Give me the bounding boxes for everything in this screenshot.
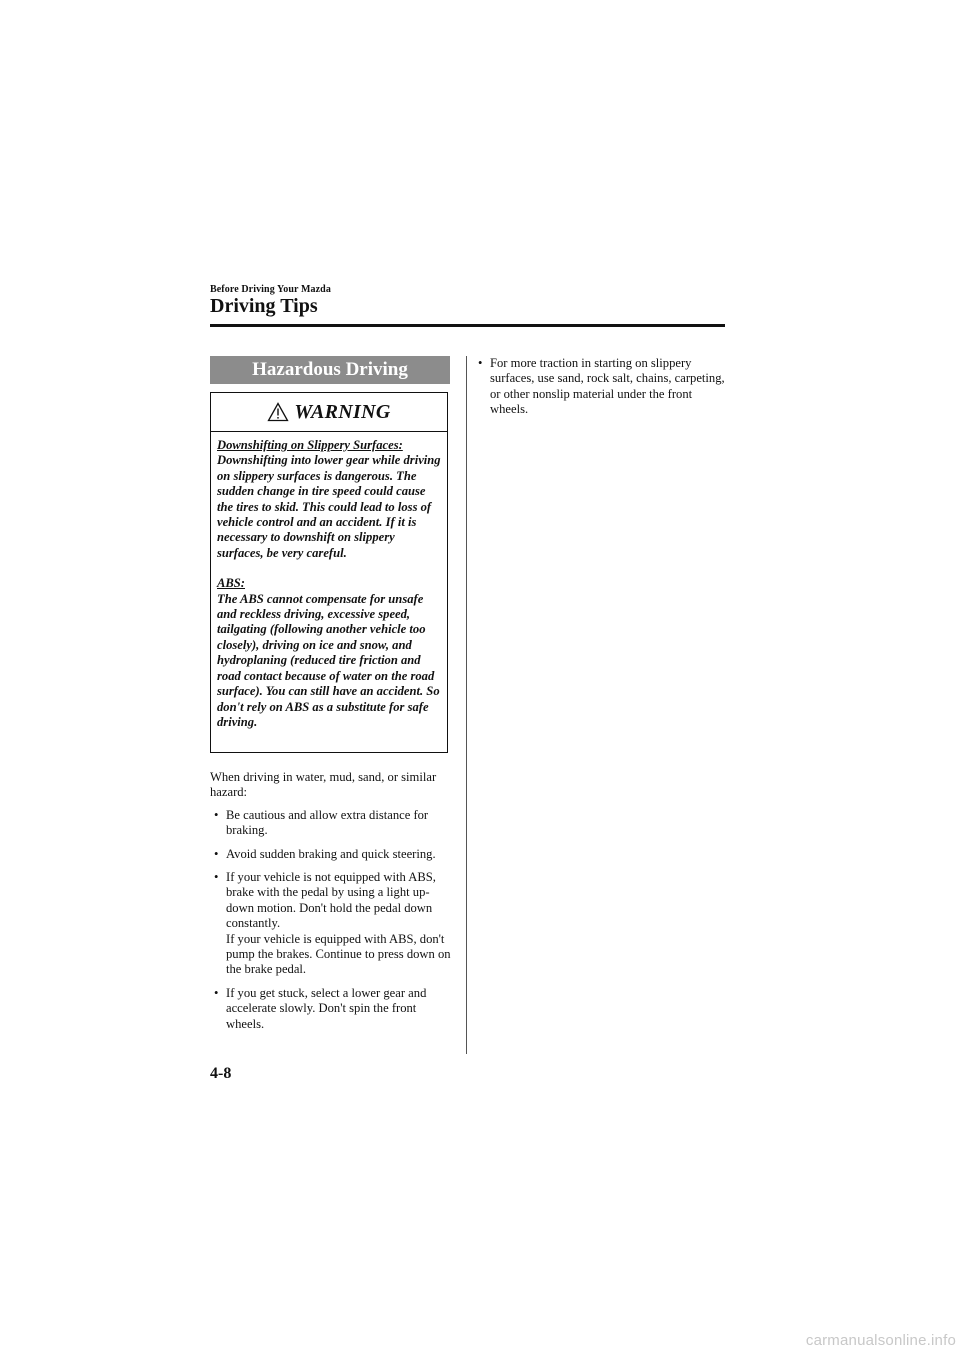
bullet-icon: • <box>478 356 483 370</box>
bullet-icon: • <box>214 807 219 822</box>
warning-text-downshifting: Downshifting into lower gear while driving on slippery surfaces is dangerous. The sudden change in tire speed could cause the tires to skid. This could lead to loss of vehicle control and an accident. If it is necessary to downshift on slippery surfaces, be very careful. <box>217 453 441 560</box>
warning-spacer <box>217 561 443 576</box>
warning-text-abs: The ABS cannot compensate for unsafe and reckless driving, excessive speed, tailgating (following another vehicle too closely), driving on ice and snow, and hydroplaning (reduced tire friction and road contact because of water on the road surface). You can still have an accident. So don't rely on ABS as a substitute for safe driving. <box>217 591 440 729</box>
hazard-bullet-list <box>210 808 455 1032</box>
page-number: 4-8 <box>210 1065 232 1082</box>
list-item <box>474 356 729 418</box>
bullet-icon: • <box>214 985 219 1000</box>
warning-title: WARNING <box>294 400 391 423</box>
heading-rule <box>210 324 725 327</box>
list-item-text: For more traction in starting on slippery surfaces, use sand, rock salt, chains, carpeting, or other nonslip material under the front wheels. <box>490 356 725 417</box>
right-column-body <box>474 356 729 426</box>
list-item <box>210 808 455 839</box>
warning-body <box>211 432 447 730</box>
list-item-text: Avoid sudden braking and quick steering. <box>226 846 436 861</box>
traction-bullet-list <box>474 356 729 418</box>
page-title: Driving Tips <box>210 295 318 317</box>
bullet-icon: • <box>214 846 219 861</box>
list-item <box>210 870 455 978</box>
bullet-icon: • <box>214 870 219 885</box>
watermark: carmanualsonline.info <box>805 1332 956 1349</box>
warning-header <box>211 393 447 432</box>
hazard-intro: When driving in water, mud, sand, or similar hazard: <box>210 770 437 800</box>
section-banner: Hazardous Driving <box>210 356 450 384</box>
list-item-text: If your vehicle is not equipped with ABS, brake with the pedal by using a light up-down motion. Don't hold the pedal down constantly. If your vehicle is equipped with ABS, don't pump the brakes. Continue to press down on the brake pedal. <box>226 870 451 977</box>
list-item-text: If you get stuck, select a lower gear and accelerate slowly. Don't spin the front wheels. <box>226 985 427 1031</box>
list-item <box>210 986 455 1032</box>
column-divider <box>466 356 467 1054</box>
running-head: Before Driving Your Mazda <box>210 284 331 295</box>
warning-subheading-abs: ABS: <box>217 576 245 591</box>
warning-triangle-icon <box>267 402 289 422</box>
list-item-text: Be cautious and allow extra distance for braking. <box>226 807 429 838</box>
list-item <box>210 847 455 862</box>
left-column-body <box>210 770 455 1040</box>
warning-box <box>210 392 448 753</box>
warning-subheading-downshifting: Downshifting on Slippery Surfaces: <box>217 438 403 452</box>
